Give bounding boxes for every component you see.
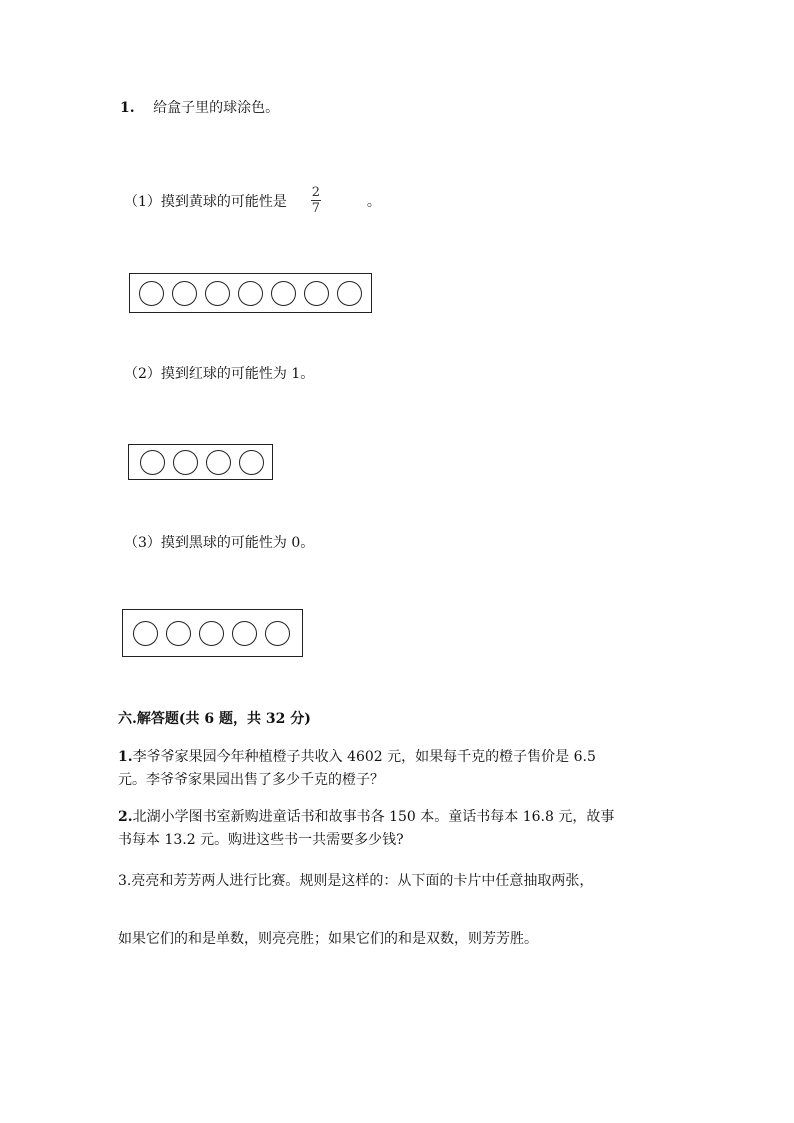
problem-2 bbox=[118, 806, 678, 852]
problem-3-line-2: 如果它们的和是单数，则亮亮胜；如果它们的和是双数，则芳芳胜。 bbox=[118, 931, 538, 947]
problem-2-line-1 bbox=[118, 806, 678, 829]
ball[interactable] bbox=[337, 281, 362, 306]
part-1-line bbox=[124, 186, 381, 215]
ball[interactable] bbox=[206, 450, 231, 475]
ball[interactable] bbox=[239, 450, 264, 475]
fraction-numerator: 2 bbox=[311, 185, 321, 200]
problem-text: 亮亮和芳芳两人进行比赛。规则是这样的：从下面的卡片中任意抽取两张， bbox=[131, 873, 594, 889]
ball[interactable] bbox=[140, 450, 165, 475]
problem-3-line-1 bbox=[118, 870, 593, 890]
problem-2-line-2: 书每本 13.2 元。购进这些书一共需要多少钱? bbox=[118, 832, 404, 848]
problem-text: 李爷爷家果园今年种植橙子共收入 4602 元，如果每千克的橙子售价是 6.5 bbox=[132, 749, 596, 765]
ball[interactable] bbox=[173, 450, 198, 475]
fraction bbox=[311, 186, 321, 215]
ball[interactable] bbox=[133, 621, 158, 646]
ball[interactable] bbox=[232, 621, 257, 646]
problem-1-line-1 bbox=[118, 746, 678, 769]
part-1-label: （1）摸到黄球的可能性是 bbox=[124, 193, 287, 210]
ball[interactable] bbox=[304, 281, 329, 306]
part-3-label: （3）摸到黑球的可能性为 0。 bbox=[124, 535, 315, 551]
question-1-title bbox=[120, 97, 279, 117]
ball[interactable] bbox=[265, 621, 290, 646]
ball[interactable] bbox=[271, 281, 296, 306]
section-heading: 六.解答题(共 6 题，共 32 分) bbox=[118, 711, 311, 727]
ball-box-2 bbox=[128, 444, 273, 480]
problem-number: 1. bbox=[118, 749, 133, 765]
ball[interactable] bbox=[139, 281, 164, 306]
part-1-period: 。 bbox=[366, 193, 381, 210]
ball-box-1 bbox=[129, 273, 372, 313]
ball[interactable] bbox=[199, 621, 224, 646]
problem-1 bbox=[118, 746, 678, 792]
ball[interactable] bbox=[172, 281, 197, 306]
ball-box-3 bbox=[122, 609, 303, 657]
part-2-label: （2）摸到红球的可能性为 1。 bbox=[124, 366, 315, 382]
problem-number: 2. bbox=[118, 809, 133, 825]
question-text: 给盒子里的球涂色。 bbox=[153, 100, 280, 116]
problem-text: 北湖小学图书室新购进童话书和故事书各 150 本。童话书每本 16.8 元，故事 bbox=[132, 809, 615, 825]
ball[interactable] bbox=[205, 281, 230, 306]
problem-1-line-2: 元。李爷爷家果园出售了多少千克的橙子？ bbox=[118, 772, 384, 788]
question-number: 1. bbox=[120, 100, 135, 116]
ball[interactable] bbox=[166, 621, 191, 646]
fraction-denominator: 7 bbox=[311, 201, 321, 216]
ball[interactable] bbox=[238, 281, 263, 306]
problem-number: 3. bbox=[118, 873, 132, 889]
